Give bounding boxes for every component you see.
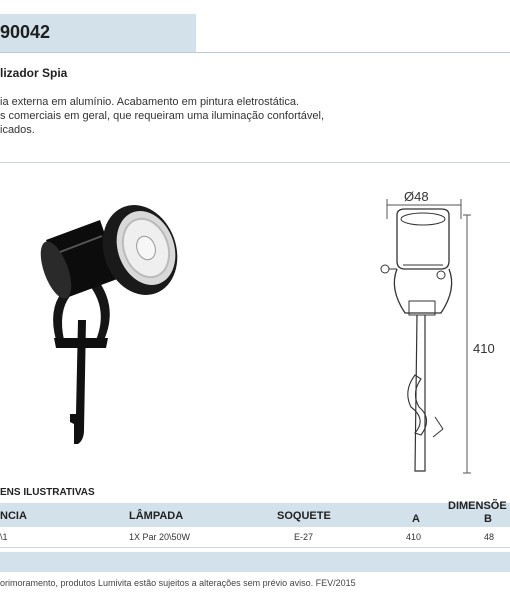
divider — [0, 162, 510, 163]
product-code: 90042 — [0, 22, 51, 42]
technical-drawing — [375, 185, 510, 485]
header-col1: NCIA — [0, 510, 27, 522]
height-label: 410 — [473, 341, 495, 356]
diameter-label: Ø48 — [404, 189, 429, 204]
cell-b: 48 — [484, 532, 495, 542]
product-name: lizador Spia — [0, 66, 68, 80]
product-photo — [40, 200, 190, 450]
description-line: s comerciais em geral, que requeiram uma iluminação confortável, — [0, 110, 325, 122]
footer-disclaimer: orimoramento, produtos Lumivita estão sujeitos a alterações sem prévio aviso. FEV/2015 — [0, 578, 356, 588]
divider — [0, 52, 510, 53]
cell-col1: \1 — [0, 532, 8, 542]
header-b: B — [484, 513, 492, 525]
table-header — [0, 503, 510, 527]
header-socket: SOQUETE — [277, 510, 331, 522]
header-a: A — [412, 513, 420, 525]
header-dimensions: DIMENSÕE — [448, 500, 507, 512]
footer-bar — [0, 552, 510, 572]
illustrative-note: ENS ILUSTRATIVAS — [0, 487, 95, 498]
description-line: ia externa em alumínio. Acabamento em pintura eletrostática. — [0, 96, 299, 108]
cell-socket: E-27 — [294, 532, 314, 542]
description-line: icados. — [0, 124, 35, 136]
cell-lamp: 1X Par 20\50W — [129, 532, 191, 542]
cell-a: 410 — [406, 532, 422, 542]
divider — [0, 547, 510, 548]
product-description — [0, 95, 420, 137]
header-lamp: LÂMPADA — [129, 510, 184, 522]
